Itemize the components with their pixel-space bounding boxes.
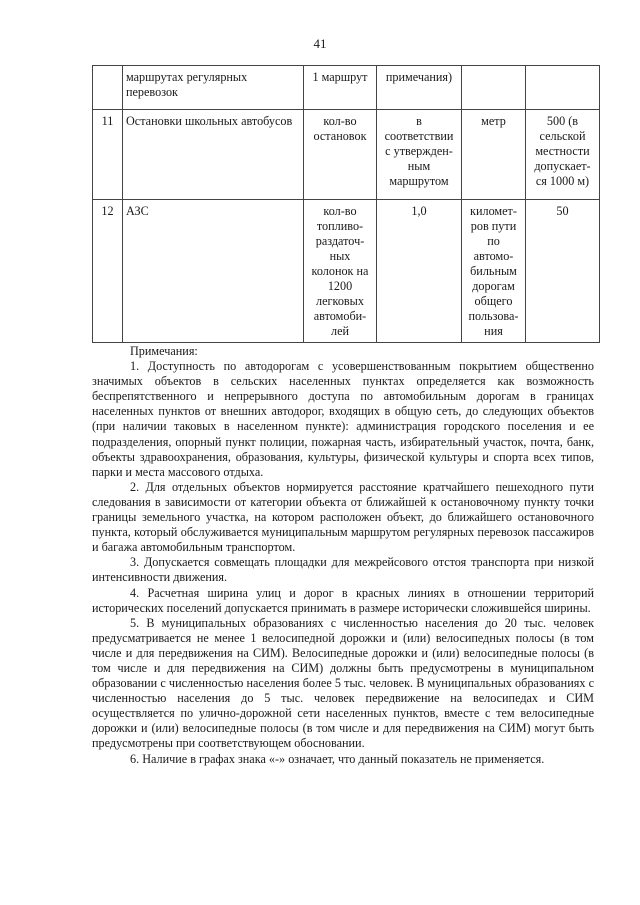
cell-measure-unit xyxy=(462,110,526,200)
cell-object-name: Остановки школьных автобусов xyxy=(123,110,304,200)
cell-unit-line: кол-во xyxy=(323,204,357,218)
cell-distance-line: сельской xyxy=(539,129,586,143)
cell-measure-unit-line: по xyxy=(487,234,500,248)
table-row xyxy=(93,66,600,110)
cell-value-line: 1,0 xyxy=(411,204,427,218)
cell-unit-line: кол-во xyxy=(323,114,357,128)
cell-number: 11 xyxy=(93,110,123,200)
cell-distance xyxy=(526,110,600,200)
cell-value-line: маршрутом xyxy=(389,174,449,188)
cell-unit-line: топливо- xyxy=(316,219,364,233)
cell-distance-line: местности xyxy=(535,144,590,158)
cell-value-line: соответствии xyxy=(384,129,454,143)
cell-unit-line: ных xyxy=(329,249,351,263)
cell-unit xyxy=(304,110,377,200)
cell-distance-line: ся 1000 м) xyxy=(535,174,590,188)
cell-distance-line: 50 xyxy=(556,204,569,218)
cell-unit-line: легковых xyxy=(316,294,364,308)
cell-measure-unit-line: автомо- xyxy=(473,249,514,263)
table-row xyxy=(93,110,600,200)
cell-unit-line: 1 маршрут xyxy=(312,70,368,84)
cell-measure-unit xyxy=(462,200,526,343)
note-item-3: 3. Допускается совмещать площадки для межрейсового отстоя транспорта при низкой интенсивности движения. xyxy=(92,555,594,585)
cell-unit-line: автомоби- xyxy=(313,309,367,323)
note-item-6: 6. Наличие в графах знака «-» означает, что данный показатель не применяется. xyxy=(130,751,545,766)
cell-measure-unit-line: ния xyxy=(484,324,503,338)
note-item-1: 1. Доступность по автодорогам с усовершенствованным покрытием общественно значимых объектов в сельских населенных пунктах определяется как возможность беспрепятственного и непрерывного доступа по автомобильным дорогам в границах населенных пунктов от внешних автодорог, входящих в общую сеть, до следующих объектов (при наличии таковых в населенном пункте): администрация городского поселения и ее подразделения, опорный пункт полиции, пожарная часть, избирательный участок, почта, банк, объекты здравоохранения, образования, культуры, физической культуры и спорта всех типов, парки и места массового отдыха. xyxy=(92,359,594,479)
table-row xyxy=(93,200,600,343)
cell-measure-unit-line: метр xyxy=(481,114,506,128)
cell-value xyxy=(377,200,462,343)
cell-unit xyxy=(304,66,377,110)
cell-number xyxy=(93,66,123,110)
cell-measure-unit-line: ров пути xyxy=(470,219,517,233)
cell-value-line: примечания) xyxy=(385,70,453,84)
cell-measure-unit-line: бильным xyxy=(470,264,517,278)
cell-object-name: АЗС xyxy=(123,200,304,343)
cell-unit-line: лей xyxy=(330,324,349,338)
cell-measure-unit-line: общего xyxy=(474,294,513,308)
notes-heading: Примечания: xyxy=(130,344,198,358)
cell-unit-line: раздаточ- xyxy=(315,234,365,248)
cell-value-line: ным xyxy=(407,159,431,173)
note-item-5: 5. В муниципальных образованиях с численностью населения до 20 тыс. человек предусматривается не менее 1 велосипедной дорожки и (или) велосипедных полосы (в том числе и для передвижения на СИМ). Велосипедные дорожки и (или) велосипедные полосы (в том числе и для передвижения на СИМ) должны быть предусмотрены в муниципальном образовании с численностью населения более 5 тыс. человек. В муниципальных образованиях с численностью населения до 5 тыс. человек передвижение на велосипедах и СИМ осуществляется по улично-дорожной сети населенных пунктов, вместе с тем велосипедные дорожки и (или) велосипедные полосы (в том числе и для передвижения на СИМ) могут быть предусмотрены при соответствующем обосновании. xyxy=(92,615,594,751)
notes-section xyxy=(92,344,594,767)
cell-value-line: с утвержден- xyxy=(385,144,453,158)
cell-distance-line: допускает- xyxy=(534,159,591,173)
cell-measure-unit-line: километ- xyxy=(470,204,517,218)
cell-unit-line: 1200 xyxy=(327,279,353,293)
note-item-2: 2. Для отдельных объектов нормируется расстояние кратчайшего пешеходного пути следования в зависимости от категории объекта от ближайшей к остановочному пункту точки границы земельного участка, на котором расположен объект, до ближайшего остановочного пункта, который обслуживается муниципальным маршрутом регулярных перевозок пассажиров и багажа автомобильным транспортом. xyxy=(92,479,594,555)
cell-measure-unit-line: пользова- xyxy=(468,309,519,323)
cell-unit xyxy=(304,200,377,343)
cell-measure-unit xyxy=(462,66,526,110)
cell-unit-line: остановок xyxy=(313,129,367,143)
norms-table xyxy=(92,65,600,343)
cell-measure-unit-line: дорогам xyxy=(472,279,515,293)
cell-value xyxy=(377,110,462,200)
cell-object-name: маршрутах регулярных перевозок xyxy=(123,66,304,110)
cell-unit-line: колонок на xyxy=(311,264,369,278)
page-number: 41 xyxy=(313,36,327,51)
cell-distance xyxy=(526,200,600,343)
note-item-4: 4. Расчетная ширина улиц и дорог в красных линиях в отношении территорий исторических поселений допускается принимать в размере исторически сложившейся ширины. xyxy=(92,585,594,615)
cell-number: 12 xyxy=(93,200,123,343)
cell-value-line: в xyxy=(416,114,422,128)
cell-distance-line: 500 (в xyxy=(546,114,579,128)
cell-value xyxy=(377,66,462,110)
cell-distance xyxy=(526,66,600,110)
